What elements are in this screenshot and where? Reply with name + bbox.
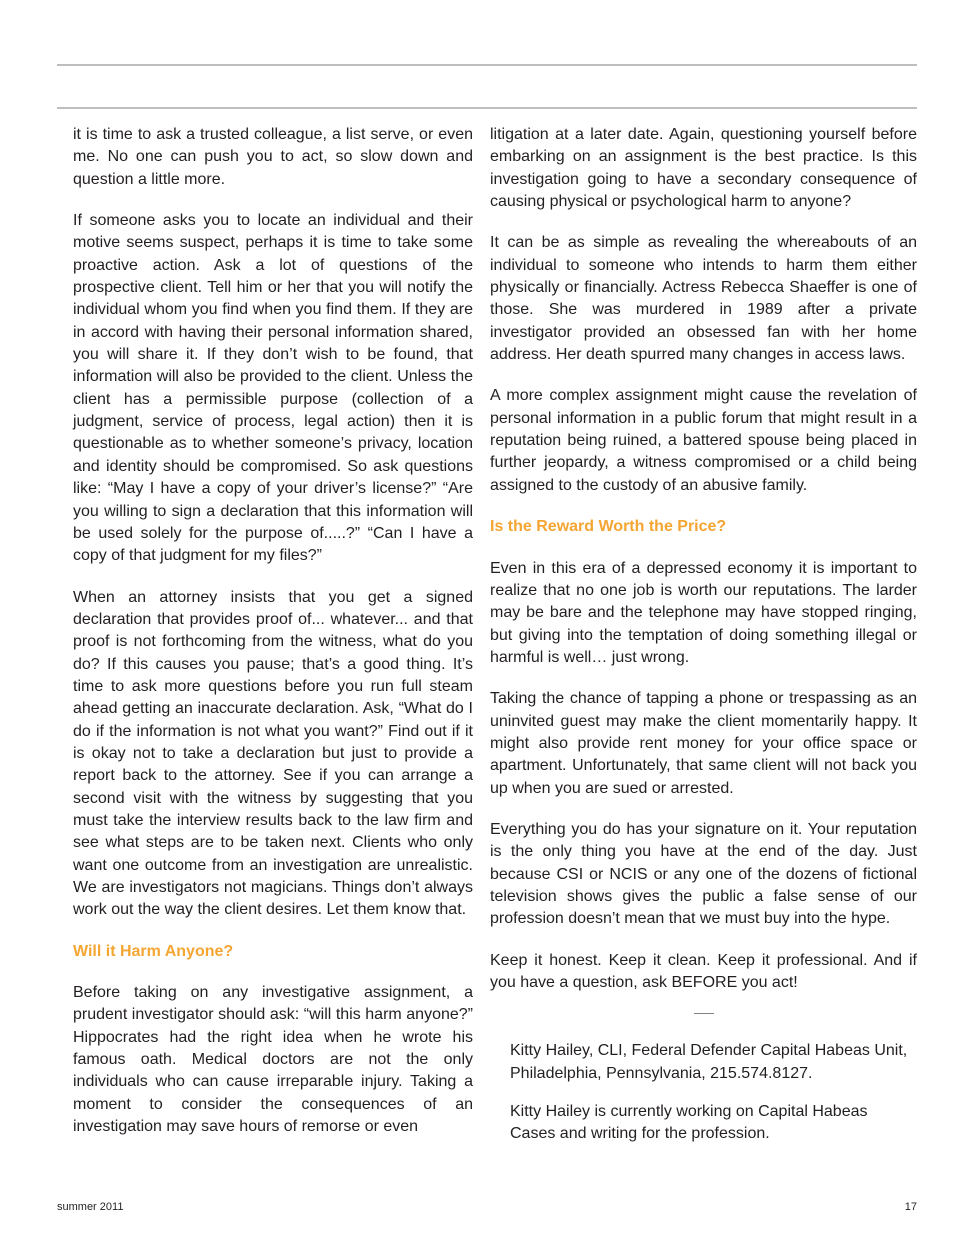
footer-page-number: 17 [904, 1201, 917, 1213]
paragraph: litigation at a later date. Again, questioning yourself before embarking on an assignment is the best practice. Is this investigation going to have a secondary consequence of causing physical or psychological harm to anyone? [490, 126, 917, 211]
paragraph: it is time to ask a trusted colleague, a list serve, or even me. No one can push you to act, so slow down and question a little more. [73, 126, 473, 188]
section-heading-harm: Will it Harm Anyone? [73, 942, 234, 960]
left-column [73, 124, 473, 1157]
header-rule-bottom [57, 107, 917, 109]
author-contact: Kitty Hailey, CLI, Federal Defender Capital Habeas Unit, Philadelphia, Pennsylvania, 215.574.8127. [510, 1042, 908, 1082]
footer-issue: summer 2011 [57, 1201, 124, 1213]
right-column [490, 124, 917, 1162]
bio-separator [694, 1013, 714, 1014]
paragraph: A more complex assignment might cause the revelation of personal information in a public forum that might result in a reputation being ruined, a battered spouse being placed in further jeopardy, a witness compromised or a child being assigned to the custody of an abusive family. [490, 387, 917, 494]
author-bio [490, 1040, 917, 1145]
paragraph: Everything you do has your signature on it. Your reputation is the only thing you have at the end of the day. Just because CSI or NCIS or any one of the dozens of fictional television shows gives the public a false sense of our profession doesn’t mean that we must buy into the hype. [490, 820, 917, 928]
paragraph: Taking the chance of tapping a phone or trespassing as an uninvited guest may make the client momentarily happy. It might also provide rent money for your office space or apartment. Unfortunately, that same client will not back you up when you are sued or arrested. [490, 690, 917, 797]
paragraph: Before taking on any investigative assignment, a prudent investigator should ask: “will this harm anyone?” Hippocrates had the right idea when he wrote his famous oath. Medical doctors are not the only individuals who can cause irreparable injury. Taking a moment to consider the consequences of an investigation may save hours of remorse or even [73, 984, 473, 1136]
paragraph: It can be as simple as revealing the whereabouts of an individual to someone who intends to harm them either physically or financially. Actress Rebecca Shaeffer is one of those. She was murdered in 1989 after a private investigator provided an obsessed fan with her home address. Her death spurred many changes in access laws. [490, 234, 917, 364]
section-heading-reward: Is the Reward Worth the Price? [490, 518, 727, 536]
author-note: Kitty Hailey is currently working on Capital Habeas Cases and writing for the profession. [510, 1103, 868, 1143]
paragraph: When an attorney insists that you get a signed declaration that provides proof of... whatever... and that proof is not forthcoming from the witness, what do you do? If this causes you pause; that’s a good thing. It’s time to ask more questions before you run full steam ahead getting an inaccurate declaration. Ask, “What do I do if the information is not what you want?” Find out if it is okay not to take a declaration but just to provide a report back to the attorney. See if you can arrange a second visit with the witness by suggesting that you must take the interview results back to the law firm and see what steps are to be taken next. Clients who only want one outcome from an investigation are unrealistic. We are investigators not magicians. Things don’t always work out the way the client desires. Let them know that. [73, 588, 473, 919]
paragraph: Even in this era of a depressed economy it is important to realize that no one job is worth our reputations. The larder may be bare and the telephone may have stopped ringing, but giving into the temptation of doing something illegal or harmful is well… just wrong. [490, 559, 917, 666]
paragraph: Keep it honest. Keep it clean. Keep it professional. And if you have a question, ask BEFORE you act! [490, 951, 917, 991]
paragraph: If someone asks you to locate an individual and their motive seems suspect, perhaps it is time to take some proactive action. Ask a lot of questions of the prospective client. Tell him or her that you will notify the individual whom you find when you find them. If they are in accord with having their personal information shared, you will share it. If they don’t wish to be found, that information will also be provided to the client. Unless the client has a permissible purpose (collection of a judgment, service of process, legal action) then it is questionable as to whether someone’s privacy, location and identity should be compromised. So ask questions like: “May I have a copy of your driver’s license?” “Are you willing to sign a declaration that this information will be used solely for the purpose of.....?” “Can I have a copy of that judgment for my files?” [73, 212, 473, 565]
header-rule-top [57, 64, 917, 66]
